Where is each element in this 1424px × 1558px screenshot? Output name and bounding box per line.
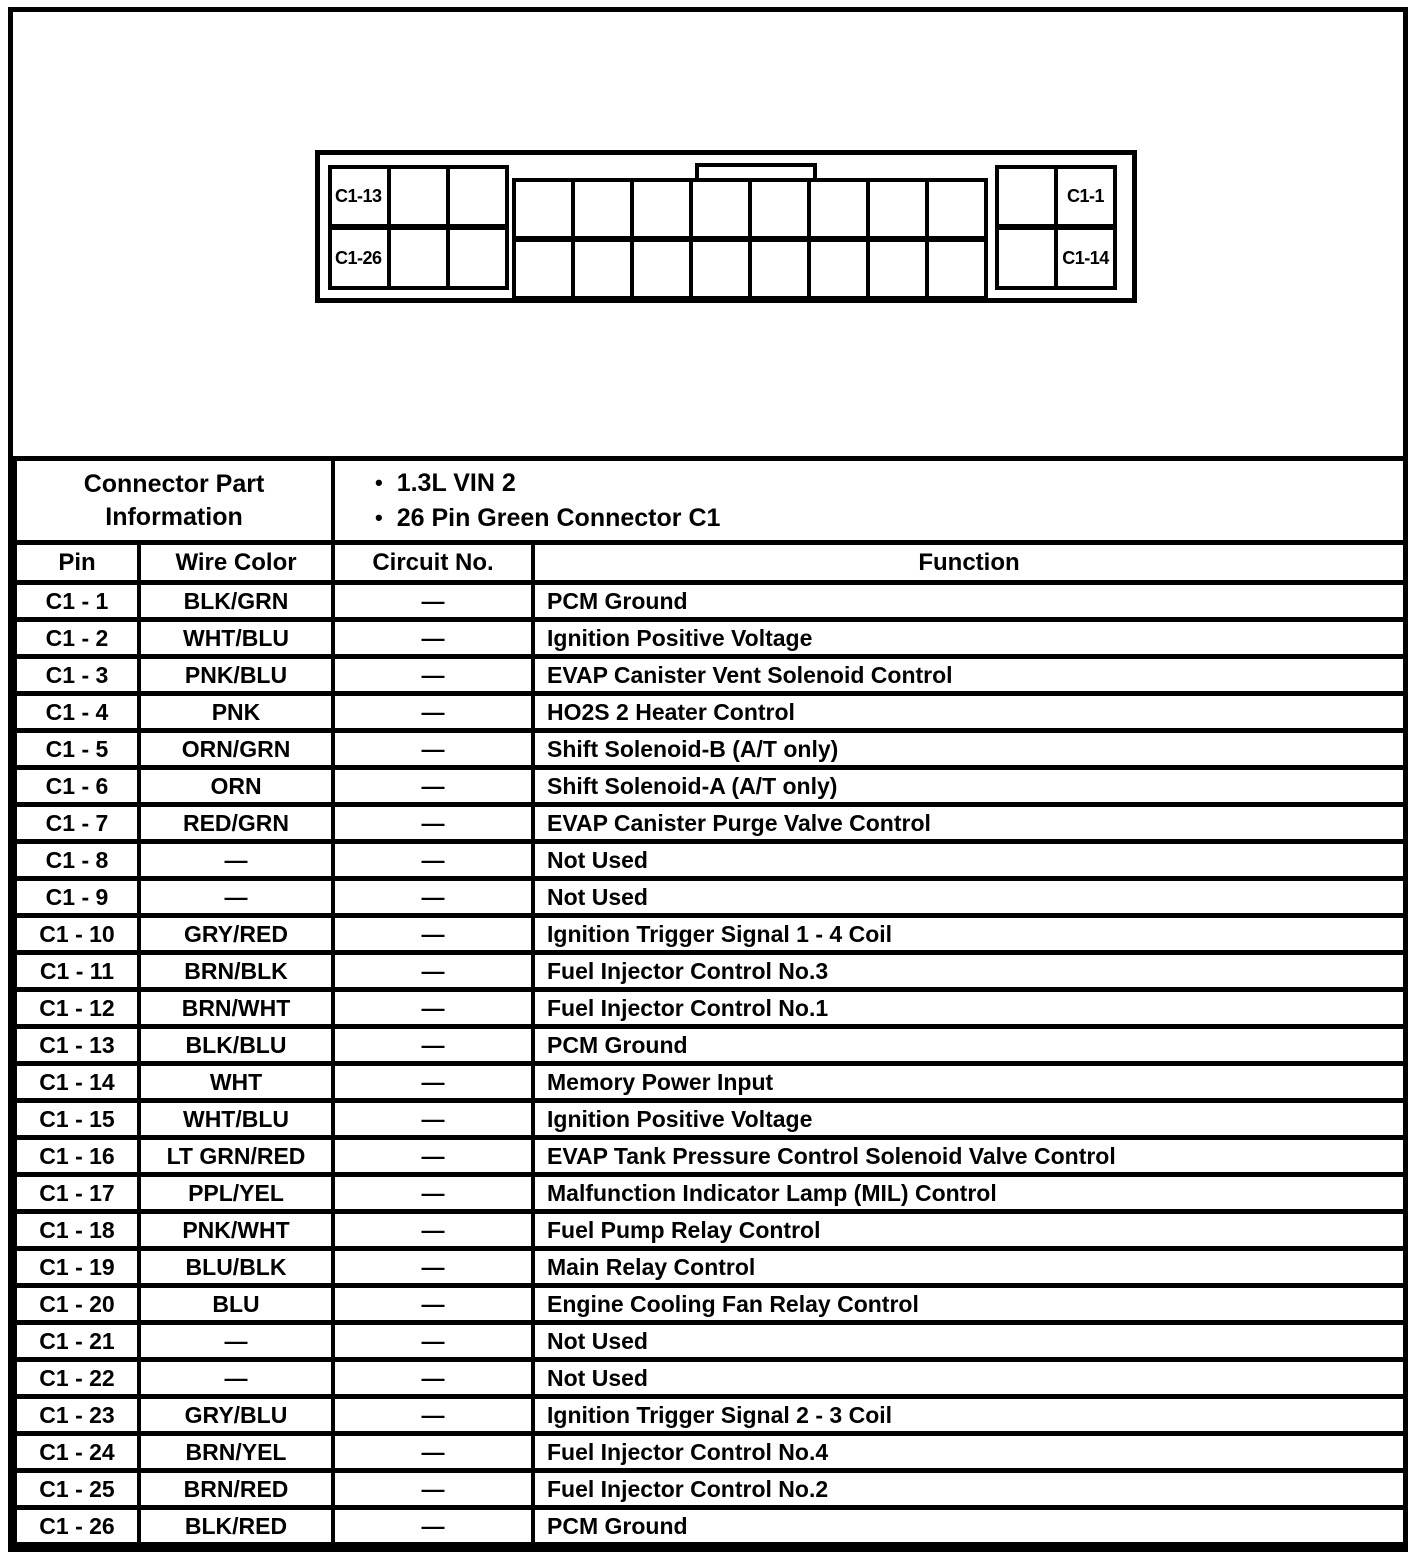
function-cell-text: Fuel Injector Control No.3 <box>533 953 1405 990</box>
circuit-no-cell-text: — <box>333 842 533 879</box>
wire-color-cell-text: LT GRN/RED <box>139 1138 333 1175</box>
function-cell-text: Not Used <box>533 879 1405 916</box>
pin-cell-text: C1 - 21 <box>15 1323 139 1360</box>
circuit-no-cell-text: — <box>333 583 533 620</box>
circuit-no-cell-text: — <box>333 620 533 657</box>
circuit-no-cell-text: — <box>333 1175 533 1212</box>
table-row <box>15 768 1405 805</box>
wire-color-cell-text: WHT/BLU <box>139 1101 333 1138</box>
circuit-no-cell-text: — <box>333 1101 533 1138</box>
function-cell-text: EVAP Tank Pressure Control Solenoid Valve Control <box>533 1138 1405 1175</box>
pin-cell-text: C1 - 18 <box>15 1212 139 1249</box>
table-row <box>15 1101 1405 1138</box>
function-cell-text: Ignition Positive Voltage <box>533 620 1405 657</box>
pin-cell <box>807 238 870 300</box>
wire-color-cell-text: BLU <box>139 1286 333 1323</box>
pin-cell <box>689 178 752 240</box>
pin-cell <box>571 178 634 240</box>
connector-diagram-section <box>13 12 1403 456</box>
table-row <box>15 953 1405 990</box>
pin-cell <box>630 238 693 300</box>
connector-group-left-bottom <box>328 226 509 290</box>
wire-color-cell-text: RED/GRN <box>139 805 333 842</box>
wire-color-cell-text: WHT/BLU <box>139 620 333 657</box>
pin-cell-text: C1 - 25 <box>15 1471 139 1508</box>
circuit-no-cell-text: — <box>333 953 533 990</box>
pin-cell-text: C1 - 2 <box>15 620 139 657</box>
table-row <box>15 1360 1405 1397</box>
wire-color-cell-text: WHT <box>139 1064 333 1101</box>
pin-cell <box>512 238 575 300</box>
pin-table-body <box>15 583 1405 1545</box>
wire-color-cell-text: — <box>139 879 333 916</box>
wire-color-cell-text: PNK/BLU <box>139 657 333 694</box>
pin-cell-text: C1 - 10 <box>15 916 139 953</box>
function-cell-text: Shift Solenoid-A (A/T only) <box>533 768 1405 805</box>
function-cell-text: EVAP Canister Purge Valve Control <box>533 805 1405 842</box>
pin-cell <box>571 238 634 300</box>
pin-cell-text: C1 - 7 <box>15 805 139 842</box>
function-cell-text: Ignition Positive Voltage <box>533 1101 1405 1138</box>
pin-cell <box>748 238 811 300</box>
connector-group-right-bottom <box>995 226 1117 290</box>
circuit-no-cell-text: — <box>333 916 533 953</box>
pin-cell-text: C1 - 1 <box>15 583 139 620</box>
wire-color-cell-text: GRY/RED <box>139 916 333 953</box>
circuit-no-cell-text: — <box>333 1249 533 1286</box>
function-cell-text: PCM Ground <box>533 583 1405 620</box>
pin-cell <box>866 238 929 300</box>
pin-label-bottom-left: C1-26 <box>328 226 391 290</box>
circuit-no-cell-text: — <box>333 731 533 768</box>
wire-color-cell-text: PNK/WHT <box>139 1212 333 1249</box>
part-info-title-line2: Information <box>105 502 243 531</box>
pin-cell-text: C1 - 16 <box>15 1138 139 1175</box>
table-row <box>15 1064 1405 1101</box>
table-row <box>15 620 1405 657</box>
part-info-title-line1: Connector Part <box>83 470 265 498</box>
page-frame <box>8 7 1408 1552</box>
pin-cell <box>748 178 811 240</box>
engine-variant-text: 1.3L VIN 2 <box>396 468 516 497</box>
circuit-no-cell-text: — <box>333 694 533 731</box>
wire-color-cell-text: — <box>139 842 333 879</box>
pin-cell-text: C1 - 20 <box>15 1286 139 1323</box>
part-info-header-row <box>15 459 1405 543</box>
circuit-no-cell-text: — <box>333 768 533 805</box>
function-cell-text: Fuel Injector Control No.2 <box>533 1471 1405 1508</box>
function-cell-text: Not Used <box>533 1323 1405 1360</box>
circuit-no-cell-text: — <box>333 879 533 916</box>
column-header-row <box>15 543 1405 583</box>
wire-color-cell-text: — <box>139 1360 333 1397</box>
table-row <box>15 990 1405 1027</box>
function-cell-text: EVAP Canister Vent Solenoid Control <box>533 657 1405 694</box>
table-row <box>15 1138 1405 1175</box>
pin-cell <box>630 178 693 240</box>
bullet-line-connector <box>375 504 1403 533</box>
pin-cell-text: C1 - 14 <box>15 1064 139 1101</box>
column-header-pin: Pin <box>15 543 139 583</box>
table-row <box>15 1323 1405 1360</box>
pin-cell-text: C1 - 4 <box>15 694 139 731</box>
circuit-no-cell-text: — <box>333 1360 533 1397</box>
function-cell-text: Fuel Pump Relay Control <box>533 1212 1405 1249</box>
table-row <box>15 1471 1405 1508</box>
function-cell-text: Not Used <box>533 842 1405 879</box>
pin-cell-text: C1 - 13 <box>15 1027 139 1064</box>
circuit-no-cell-text: — <box>333 1397 533 1434</box>
function-cell-text: Fuel Injector Control No.4 <box>533 1434 1405 1471</box>
bullet-icon: • <box>375 505 383 530</box>
pin-cell-text: C1 - 15 <box>15 1101 139 1138</box>
circuit-no-cell-text: — <box>333 805 533 842</box>
circuit-no-cell-text: — <box>333 1508 533 1545</box>
function-cell-text: Fuel Injector Control No.1 <box>533 990 1405 1027</box>
function-cell-text: Engine Cooling Fan Relay Control <box>533 1286 1405 1323</box>
table-row <box>15 1027 1405 1064</box>
pin-label-top-left: C1-13 <box>328 165 391 228</box>
table-row <box>15 1212 1405 1249</box>
function-cell-text: Ignition Trigger Signal 2 - 3 Coil <box>533 1397 1405 1434</box>
connector-group-right-top <box>995 165 1117 228</box>
pin-cell-text: C1 - 9 <box>15 879 139 916</box>
table-row <box>15 583 1405 620</box>
wire-color-cell-text: BRN/YEL <box>139 1434 333 1471</box>
circuit-no-cell-text: — <box>333 1212 533 1249</box>
function-cell-text: PCM Ground <box>533 1027 1405 1064</box>
circuit-no-cell-text: — <box>333 990 533 1027</box>
pin-cell <box>446 165 509 228</box>
circuit-no-cell-text: — <box>333 1064 533 1101</box>
pin-label-bottom-right: C1-14 <box>1054 226 1117 290</box>
wire-color-cell-text: BRN/BLK <box>139 953 333 990</box>
pin-cell <box>807 178 870 240</box>
function-cell-text: Malfunction Indicator Lamp (MIL) Control <box>533 1175 1405 1212</box>
circuit-no-cell-text: — <box>333 1471 533 1508</box>
function-cell-text: Not Used <box>533 1360 1405 1397</box>
table-row <box>15 879 1405 916</box>
wire-color-cell-text: PPL/YEL <box>139 1175 333 1212</box>
table-row <box>15 916 1405 953</box>
wire-color-cell-text: PNK <box>139 694 333 731</box>
wire-color-cell-text: BRN/WHT <box>139 990 333 1027</box>
pin-cell-text: C1 - 6 <box>15 768 139 805</box>
pin-cell <box>995 226 1058 290</box>
circuit-no-cell-text: — <box>333 1286 533 1323</box>
function-cell-text: PCM Ground <box>533 1508 1405 1545</box>
column-header-function: Function <box>533 543 1405 583</box>
wire-color-cell-text: BLK/RED <box>139 1508 333 1545</box>
pin-cell <box>387 226 450 290</box>
connector-group-middle-top <box>512 178 988 240</box>
part-info-title-cell <box>15 459 333 543</box>
connector-group-middle-bottom <box>512 238 988 300</box>
bullet-icon: • <box>375 470 383 495</box>
pin-cell <box>866 178 929 240</box>
function-cell-text: Memory Power Input <box>533 1064 1405 1101</box>
pin-cell-text: C1 - 23 <box>15 1397 139 1434</box>
connector-group-left-top <box>328 165 509 228</box>
table-row <box>15 1249 1405 1286</box>
table-row <box>15 1508 1405 1545</box>
pin-cell-text: C1 - 26 <box>15 1508 139 1545</box>
table-row <box>15 657 1405 694</box>
pin-cell <box>995 165 1058 228</box>
pin-cell <box>689 238 752 300</box>
pin-cell-text: C1 - 3 <box>15 657 139 694</box>
connector-description-cell <box>333 459 1405 543</box>
table-row <box>15 1397 1405 1434</box>
wire-color-cell-text: BLK/BLU <box>139 1027 333 1064</box>
column-header-wire-color: Wire Color <box>139 543 333 583</box>
circuit-no-cell-text: — <box>333 1434 533 1471</box>
table-row <box>15 842 1405 879</box>
pin-cell <box>925 238 988 300</box>
pin-cell <box>387 165 450 228</box>
table-row <box>15 1434 1405 1471</box>
wire-color-cell-text: — <box>139 1323 333 1360</box>
pin-cell-text: C1 - 22 <box>15 1360 139 1397</box>
pin-cell <box>925 178 988 240</box>
function-cell-text: Shift Solenoid-B (A/T only) <box>533 731 1405 768</box>
pin-cell-text: C1 - 17 <box>15 1175 139 1212</box>
pin-label-top-right: C1-1 <box>1054 165 1117 228</box>
circuit-no-cell-text: — <box>333 657 533 694</box>
circuit-no-cell-text: — <box>333 1138 533 1175</box>
pin-cell-text: C1 - 5 <box>15 731 139 768</box>
circuit-no-cell-text: — <box>333 1323 533 1360</box>
wire-color-cell-text: ORN <box>139 768 333 805</box>
pin-cell-text: C1 - 24 <box>15 1434 139 1471</box>
wire-color-cell-text: ORN/GRN <box>139 731 333 768</box>
pin-cell <box>446 226 509 290</box>
wire-color-cell-text: BLK/GRN <box>139 583 333 620</box>
pin-cell-text: C1 - 19 <box>15 1249 139 1286</box>
pin-cell <box>512 178 575 240</box>
connector-type-text: 26 Pin Green Connector C1 <box>396 503 721 532</box>
table-row <box>15 1286 1405 1323</box>
wire-color-cell-text: GRY/BLU <box>139 1397 333 1434</box>
table-row <box>15 805 1405 842</box>
wire-color-cell-text: BLU/BLK <box>139 1249 333 1286</box>
pin-cell-text: C1 - 11 <box>15 953 139 990</box>
function-cell-text: Ignition Trigger Signal 1 - 4 Coil <box>533 916 1405 953</box>
function-cell-text: Main Relay Control <box>533 1249 1405 1286</box>
table-row <box>15 1175 1405 1212</box>
circuit-no-cell-text: — <box>333 1027 533 1064</box>
pin-cell-text: C1 - 8 <box>15 842 139 879</box>
pinout-table <box>13 456 1407 1547</box>
function-cell-text: HO2S 2 Heater Control <box>533 694 1405 731</box>
wire-color-cell-text: BRN/RED <box>139 1471 333 1508</box>
column-header-circuit-no: Circuit No. <box>333 543 533 583</box>
bullet-line-engine <box>375 469 1403 498</box>
table-row <box>15 694 1405 731</box>
pin-cell-text: C1 - 12 <box>15 990 139 1027</box>
table-row <box>15 731 1405 768</box>
